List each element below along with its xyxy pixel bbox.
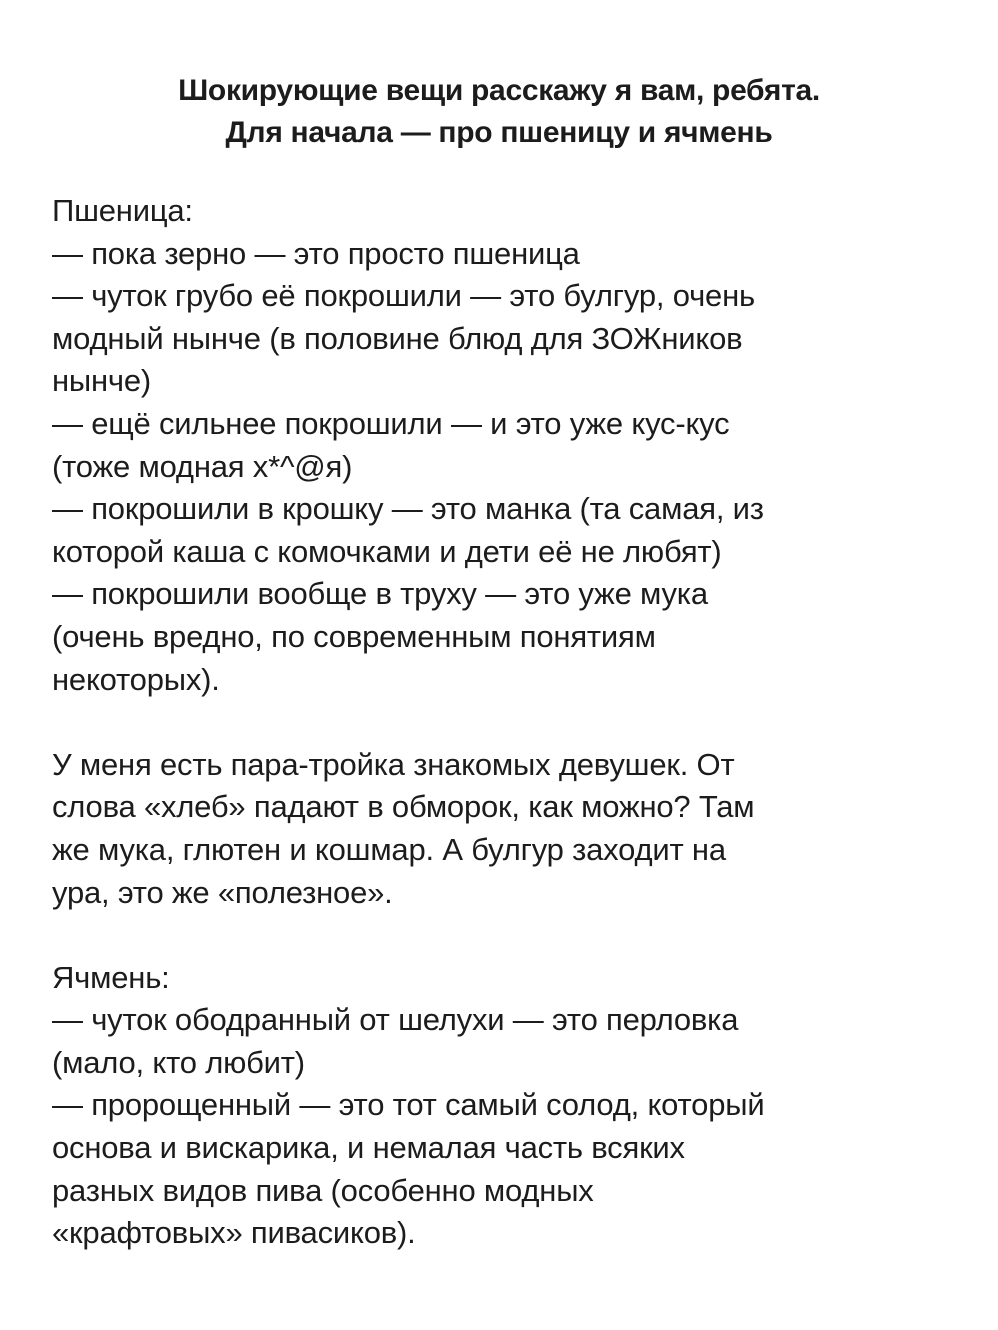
barley-heading: Ячмень: [52,959,170,995]
wheat-line: — чуток грубо её покрошили — это булгур, очень [52,278,755,314]
story-line: же мука, глютен и кошмар. А булгур заходит на [52,831,726,867]
wheat-line: модный нынче (в половине блюд для ЗОЖников [52,320,743,356]
wheat-heading: Пшеница: [52,193,193,228]
wheat-line: (тоже модная х*^@я) [52,448,353,484]
title-line-1: Шокирующие вещи расскажу я вам, ребята. [178,74,820,107]
story-line: слова «хлеб» падают в обморок, как можно? Там [52,789,755,825]
barley-line: — чуток ободранный от шелухи — это перловка [52,1002,739,1038]
wheat-line: — ещё сильнее покрошили — и это уже кус-кус [52,405,730,441]
wheat-line: некоторых). [52,661,220,697]
paragraph-gap [52,914,952,957]
wheat-line: — покрошили вообще в труху — это уже мука [52,576,708,612]
wheat-line: — покрошили в крошку — это манка (та самая, из [52,491,764,527]
barley-line: «крафтовых» пивасиков). [52,1215,416,1251]
story-section [52,744,952,914]
wheat-section [52,190,952,701]
wheat-line: (очень вредно, по современным понятиям [52,618,656,654]
post-body [52,190,952,1255]
paragraph-gap [52,701,952,744]
barley-line: основа и вискарика, и немалая часть всяких [52,1130,685,1166]
barley-section [52,957,952,1255]
wheat-line: которой каша с комочками и дети её не любят) [52,533,722,569]
barley-line: — пророщенный — это тот самый солод, который [52,1087,765,1123]
wheat-line: — пока зерно — это просто пшеница [52,235,580,271]
barley-line: разных видов пива (особенно модных [52,1172,594,1208]
title-line-2: Для начала — про пшеницу и ячмень [225,116,773,149]
post-title [40,70,958,154]
wheat-line: нынче) [52,363,152,399]
barley-line: (мало, кто любит) [52,1044,305,1080]
story-line: ура, это же «полезное». [52,874,393,910]
story-line: У меня есть пара-тройка знакомых девушек. От [52,746,735,782]
